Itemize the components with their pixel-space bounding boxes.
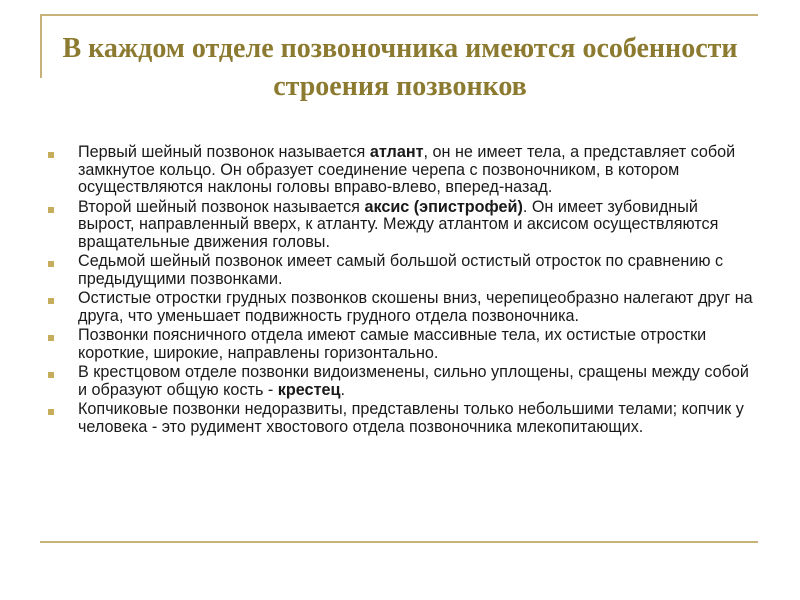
bullet-square-icon	[48, 152, 54, 158]
term-sacrum: крестец	[277, 380, 341, 399]
frame-left-rule	[40, 14, 42, 78]
bullet-item-6: В крестцовом отделе позвонки видоизменены, сильно уплощены, сращены между собой и образуют общую кость - крестец.	[48, 364, 758, 399]
bullet-item-4: Остистые отростки грудных позвонков скошены вниз, черепицеобразно налегают друг на друга, что уменьшает подвижность грудного отдела позвоночника.	[48, 290, 758, 325]
frame-top-rule	[40, 14, 758, 16]
bullet-square-icon	[48, 261, 54, 267]
slide-title-line-1: В каждом отделе позвоночника имеются особенности	[62, 33, 738, 64]
bullet-square-icon	[48, 372, 54, 378]
bullet-item-1: Первый шейный позвонок называется атлант, он не имеет тела, а представляет собой замкнутое кольцо. Он образует соединение черепа с позвоночником, в котором осуществляются наклоны головы вправо-влево, вперед-назад.	[48, 144, 758, 197]
term-atlas: атлант	[369, 143, 424, 161]
bullet-item-2: Второй шейный позвонок называется аксис (эпистрофей). Он имеет зубовидный вырост, направленный вверх, к атланту. Между атлантом и аксисом осуществляются вращательные движения головы.	[48, 199, 758, 252]
bullet-square-icon	[48, 409, 54, 415]
bullet-list	[48, 144, 758, 438]
frame-bottom-rule	[40, 541, 758, 543]
slide-title-line-2: строения позвонков	[273, 71, 527, 102]
bullet-square-icon	[48, 207, 54, 213]
bullet-item-3: Седьмой шейный позвонок имеет самый большой остистый отросток по сравнению с предыдущими позвонками.	[48, 253, 758, 288]
bullet-item-5: Позвонки поясничного отдела имеют самые массивные тела, их остистые отростки короткие, широкие, направлены горизонтально.	[48, 327, 758, 362]
bullet-square-icon	[48, 298, 54, 304]
bullet-item-7: Копчиковые позвонки недоразвиты, представлены только небольшими телами; копчик у человека - это рудимент хвостового отдела позвоночника млекопитающих.	[48, 401, 758, 436]
slide-title	[50, 30, 750, 106]
term-axis: аксис (эпистрофей)	[364, 197, 523, 216]
bullet-square-icon	[48, 335, 54, 341]
